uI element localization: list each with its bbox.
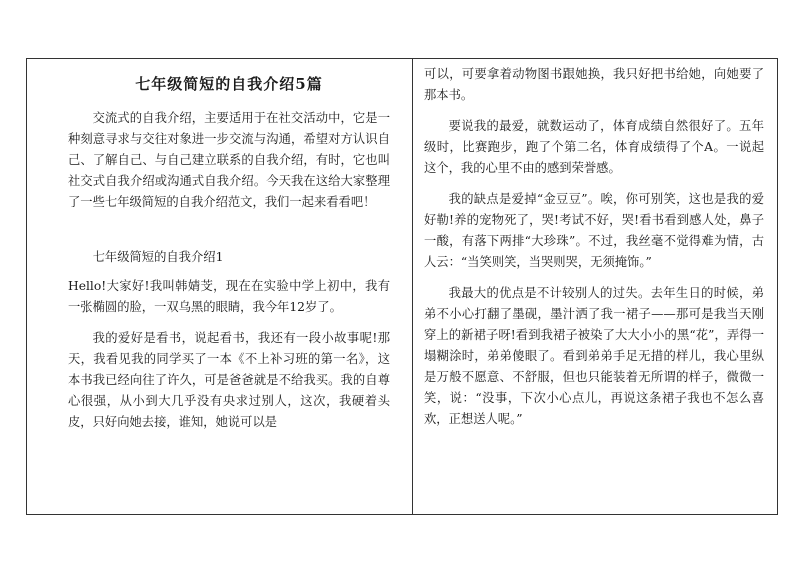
paragraph: 我最大的优点是不计较别人的过失。去年生日的时候，弟弟不小心打翻了墨砚，墨汁洒了我一裙子——那可是我当天刚穿上的新裙子呀!看到我裙子被染了大大小小的黑“花”，弄得一塌糊涂时，弟弟傻眼了。看到弟弟手足无措的样儿，我心里纵是万般不愿意、不舒服，但也只能装着无所谓的样子，微微一笑，说：“没事，下次小心点儿，再说这条裙子我也不怎么喜欢，正想送人呢。” [424,286,764,426]
section-heading: 七年级简短的自我介绍1 [92,250,224,264]
paragraph: 可以，可要拿着动物图书跟她换，我只好把书给她，向她要了那本书。 [424,67,764,102]
column-divider [412,58,413,515]
paragraph: 我的爱好是看书，说起看书，我还有一段小故事呢!那天，我看见我的同学买了一本《不上补习班的第一名》，这本书我已经向往了许久，可是爸爸就是不给我买。我的自尊心很强，从小到大几乎没有央求过别人，这次，我硬着头皮，只好向她去接，谁知，她说可以是 [68,331,390,429]
left-column [68,58,390,443]
right-column [424,58,764,440]
paragraph: 我的缺点是爱掉“金豆豆”。唉，你可别笑，这也是我的爱好勒!养的宠物死了，哭!考试不好，哭!看书看到感人处，鼻子一酸，有落下两排“大珍珠”。不过，我丝毫不觉得难为情，古人云：“当笑则笑，当哭则哭，无须掩饰。” [424,192,764,269]
intro-paragraph: 交流式的自我介绍，主要适用于在社交活动中，它是一种刻意寻求与交往对象进一步交流与沟通，希望对方认识自己、了解自己、与自己建立联系的自我介绍，有时，它也叫社交式自我介绍或沟通式自我介绍。今天我在这给大家整理了一些七年级简短的自我介绍范文，我们一起来看看吧！ [68,111,390,209]
document-title: 七年级简短的自我介绍5篇 [135,75,323,93]
paragraph: 要说我的最爱，就数运动了，体育成绩自然很好了。五年级时，比赛跑步，跑了个第二名，体育成绩得了个A。一说起这个，我的心里不由的感到荣誉感。 [424,119,764,175]
paragraph: Hello!大家好!我叫韩婧芠，现在在实验中学上初中，我有一张椭圆的脸，一双乌黑的眼睛，我今年12岁了。 [68,279,390,314]
